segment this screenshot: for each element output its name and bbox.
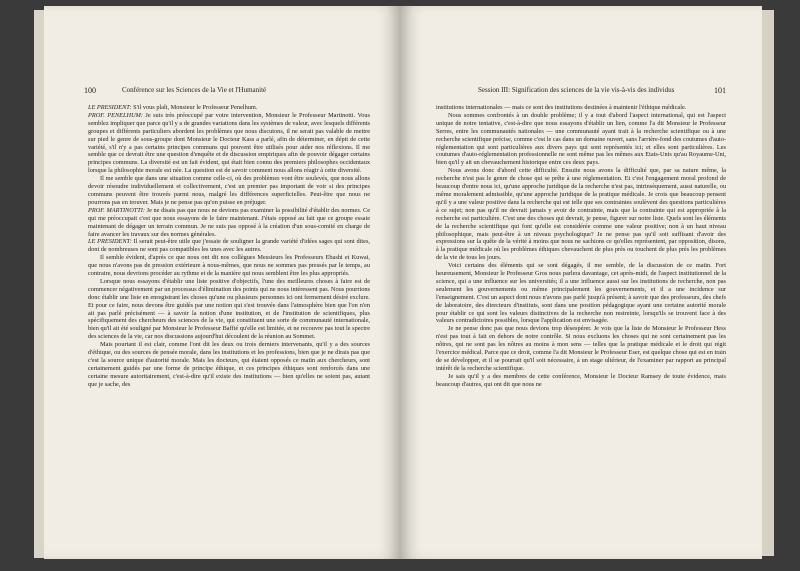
left-page-number: 100	[84, 86, 96, 95]
speech: Je ne disais pas que nous ne devions pas examiner la possibilité d'établir des normes. Ce qui me préoccupait c'est que nous essayons de le faire maintenant. J'étais opposé au fait que ce groupe essaie maintenant de dégager un terrain commun. Je ne suis pas opposé à la création d'un sous-comité en charge de faire avancer les travaux sur des normes générales.	[88, 206, 370, 238]
left-page	[44, 6, 400, 559]
right-running-head: Session III: Signification des sciences de la vie vis-à-vis des individus	[478, 86, 675, 94]
speaker: PROF. MARTINOTTI:	[88, 206, 145, 214]
paragraph: Voici certains des éléments qui se sont dégagés, il me semble, de la discussion de ce matin. Fort heureusement, Monsieur le Professeur Gros nous parlera davantage, cet après-midi, de l'aspect institutionnel de la science, qui a une influence sur les universités; il a une influence aussi sur les institutions de recherche, non pas seulement les gouvernements ou même principalement les gouvernements, et il a une incidence sur l'enseignement. C'est un aspect dont nous n'avons pas parlé jusqu'à présent; à savoir que des professeurs, des chefs de laboratoire, des directeurs d'instituts, sont dans une position pédagogique ayant une certaine autorité morale pour établir ce qui sont les valeurs distinctives de la recherche non restreinte, lorsqu'ils se trouvent face à des valeurs contradictoires possibles, lorsque l'application est envisagée.	[436, 262, 726, 325]
right-page-body	[436, 104, 726, 389]
paragraph: institutions internationales — mais ce sont des institutions destinées à maintenir l'éthique médicale.	[436, 104, 687, 111]
left-running-head: Conférence sur les Sciences de la Vie et l'Humanité	[122, 86, 267, 94]
paragraph	[88, 104, 370, 112]
speech: Il serait peut-être utile que j'essaie de souligner la grande variété d'idées sages qui sont dites, dont de nombreuses ne sont pas compatibles les unes avec les autres.	[88, 238, 370, 254]
speaker: LE PRESIDENT:	[88, 238, 132, 246]
left-page-edge	[34, 10, 44, 558]
paragraph: Je sais qu'il y a des membres de cette conférence, Monsieur le Docteur Ramsey de toute évidence, mais beaucoup d'autres, qui ont dit que nous ne	[436, 372, 726, 388]
speaker: LE PRESIDENT:	[88, 104, 132, 111]
paragraph: Nous avons donc d'abord cette difficulté. Ensuite nous avons la difficulté que, par sa nature même, la recherche n'est pas le genre de chose qui se prête à une réglementation. Et c'est l'engagement moral profond de beaucoup d'entre nous ici, qu'une approche juridique de la recherche n'est pas, intrinsèquement, aussi naturelle, ou même moralement admissible, qu'une approche juridique de la pratique médicale. Je crois que beaucoup pensent qu'il y a une valeur positive dans la recherche qui est telle que ses contraintes soulèvent des questions particulières à ce sujet; non pas qu'il ne devrait jamais y avoir de contrainte, mais que la contrainte qui est appropriée à la recherche est particulière. C'est une des choses qui devrait, je pense, figurer sur notre liste. Quels sont les éléments de la recherche scientifique qui font qu'elle est considérée comme une valeur positive; non à un haut niveau philosophique, mais peut-être à un niveau psychologique? Je ne pense pas qu'il soit suffisant d'avoir des expressions sur la quête de la vérité à moins que nous ne sachions ce qu'elles représentent, par opposition, disons, à la pratique médicale où les problèmes éthiques chevauchent de plus près ou touchent de plus près les problèmes de la vie de tous les jours.	[436, 167, 726, 262]
paragraph	[88, 112, 370, 175]
paragraph: Lorsque nous essayons d'établir une liste positive d'objectifs, l'une des meilleures choses à faire est de commencer négativement par un processus d'élimination des points qui ne nous intéressent pas. Nous pourrions donc établir une liste en enregistrant les choses qu'une ou plusieurs personnes ici ont fermement désiré exclure. Et pour ce faire, nous devons être guidés par une notion qui s'est trouvée dans l'atmosphère bien que l'on n'en ait pas parlé précisément — à savoir la notion d'une institution, et de l'institution de scientifiques, plus spécifiquement des chercheurs des sciences de la vie, qui constituent une sorte de communauté internationale, bien qu'il ait été souligné par Monsieur le Professeur Baffié qu'elle est limitée, et ne recouvre pas tout le spectre des sciences de la vie, car nos discussions aujourd'hui découlent de la réunion au Sommet.	[88, 277, 370, 341]
left-page-body	[88, 104, 370, 389]
paragraph: Il me semble que dans une situation comme celle-ci, où des problèmes vont être soulevés, que nous allons devoir résoudre individuellement et collectivement, c'est un premier pas important de voir si des principes communs peuvent être trouvés parmi nous, malgré les différences superficielles. Peut-être que nous ne pourrons pas en trouver. Mais je ne pense pas qu'on puisse en préjuger.	[88, 175, 370, 206]
right-page-number: 101	[714, 86, 726, 95]
paragraph	[88, 207, 370, 239]
paragraph: Nous sommes confrontés à un double problème; il y a tout d'abord l'aspect international, qui est l'aspect unique de notre tentative, c'est-à-dire que nous essayons d'établir un lien, comme l'a dit Monsieur le Professeur Serres, entre les communautés nationales — une communauté ayant trait à la recherche scientifique ou à une recherche scientifique précise, comme c'est le cas dans un domaine ouvert, sans l'arrière-fond des coutumes d'auto-réglementation qui sont particulières aux divers pays qui sont représentés ici; et elles sont particulières. Les coutumes d'auto-réglementation professionnelle ne sont même pas les mêmes aux Etats-Unis qu'au Royaume-Uni, bien qu'il y ait un chevauchement historique entre ces deux pays.	[436, 111, 726, 167]
paragraph: Mais pourtant il est clair, comme l'ont dit les deux ou trois derniers intervenants, qu'il y a des sources d'éthique, ou des sources de pensée morale, dans les institutions et les professions, bien que je ne dirais pas que c'est la source unique d'autorité morale. Mais les docteurs, qui étaient opposés ce matin aux chercheurs, sont certainement guidés par une forme de principe éthique, et ces principes éthiques sont renforcés dans une certaine mesure autoritairement, c'est-à-dire qu'il existe des institutions — bien qu'elles ne soient pas, autant que je sache, des	[88, 341, 370, 388]
speech: Je suis très préoccupé par votre intervention, Monsieur le Professeur Martinotti. Vous semblez impliquer que parce qu'il y a de grandes variations dans les systèmes de valeur, avec lesquels différents groupes et différents particuliers abordent les problèmes que nous discutons, il ne serait pas valable de mettre sur pied le genre de sous-groupe dont Monsieur le Docteur Kass a parlé, afin de déterminer, en dépit de cette variété, s'il n'y a pas certains principes communs qui pouvent être utilisés pour aider nos réflexions. Il me semble que ce devrait être une question d'enquête et de discussion empiriques afin de pouvoir dégager certains principes communs. La diversité est un fait évident, qui était bien connu des premiers philosophes occidentaux lorsque la philosophie morale est née. La question est de savoir comment nous allons réagir à cette diversité.	[88, 111, 370, 175]
speaker: PROF. PENELHUM:	[88, 111, 143, 119]
paragraph	[88, 238, 370, 254]
paragraph: Je ne pense donc pas que nous devions trop désespérer. Je vois que la liste de Monsieur le Professeur Hess n'est pas tout à fait en dehors de notre contrôle. Si nous excluons les choses qui ne sont certainement pas les nôtres, qui ne sont pas les nôtres au moins à mon sens — telles que la pratique médicale et le droit qui régit l'exercice médical. Parce que ce droit, comme l'a dit Monsieur le Professeur Eser, est quelque chose qui est en train de se développer, et il se pourrait qu'il soit nécessaire, à un stage ultérieur, de l'examiner par rapport au principal intérêt de la recherche scientifique.	[436, 325, 726, 372]
speech: S'il vous plaît, Monsieur le Professeur Penelhum.	[133, 104, 258, 111]
right-page	[400, 6, 762, 559]
right-page-edge	[762, 10, 774, 556]
paragraph: Il semble évident, d'après ce que nous ont dit nos collègues Messieurs les Professeurs Ebashi et Kuwai, que nous n'avons pas de pression extérieure à nous-mêmes, que nous ne sommes pas pressés par le temps, au contraire, nous devrions procéder au rythme et de la manière qui nous semblent être les plus appropriés.	[88, 254, 370, 278]
